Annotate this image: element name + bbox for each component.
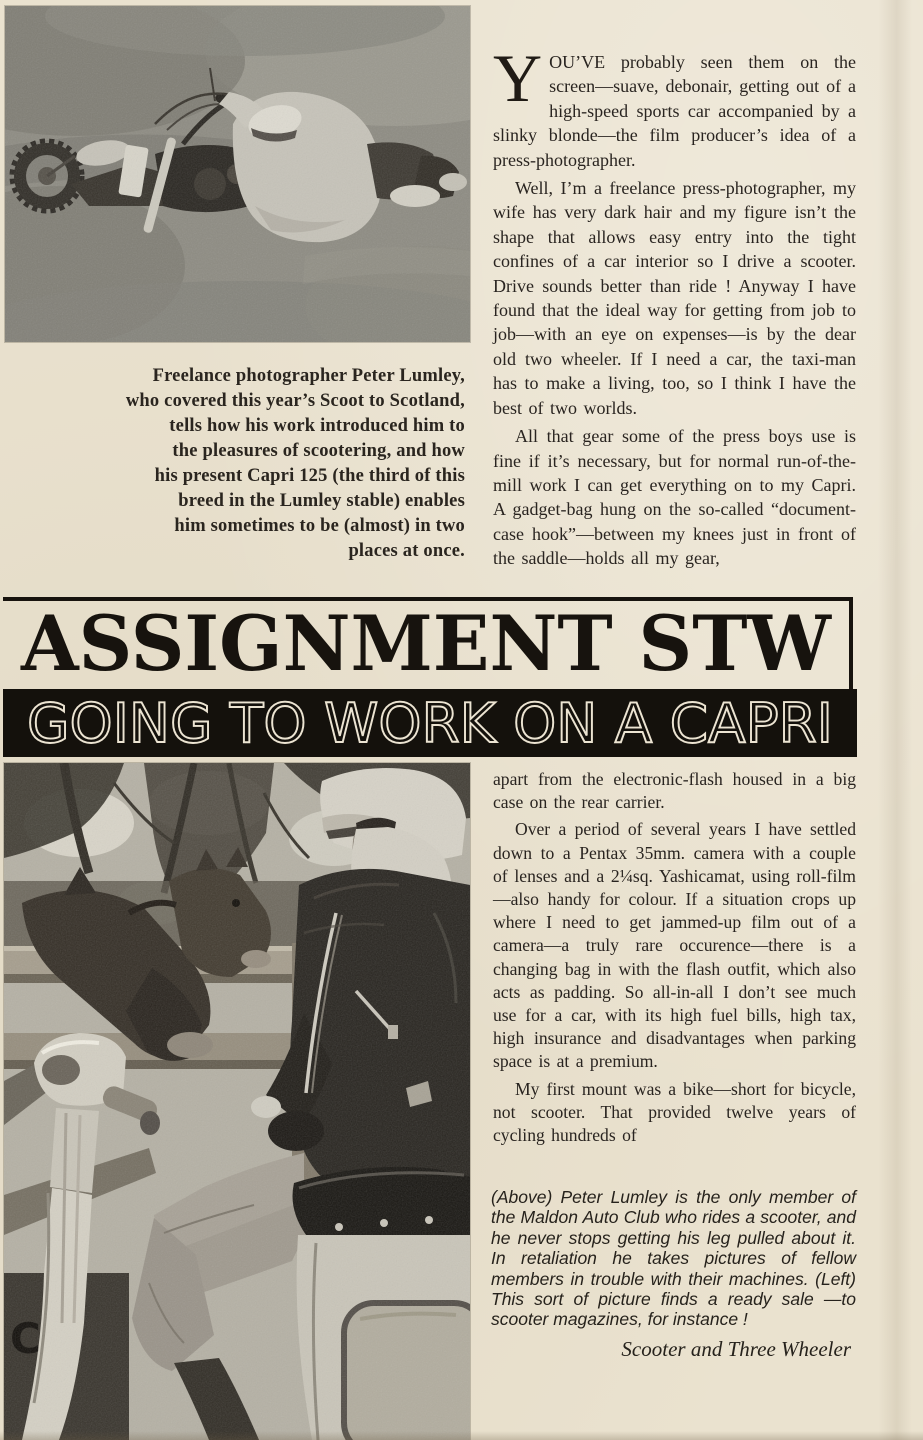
scooter-ponies-illustration xyxy=(4,763,470,1440)
headline-text: ASSIGNMENT STW xyxy=(20,604,833,684)
photo-scooter-and-ponies xyxy=(4,763,470,1440)
paragraph: Well, I’m a freelance press-photographer, my wife has very dark hair and my figure isn’t the shape that allows easy entry into the tight confines of a car interior so I drive a scooter. Drive sounds better than ride ! Anyway I have found that the ideal way for getting from job to job—with an eye on expenses—is by the dear old two wheeler. If I need a car, the taxi-man has to make a living, too, so I think I have the best of two worlds. xyxy=(493,178,856,418)
paragraph xyxy=(493,40,856,172)
caption-line: places at once. xyxy=(348,541,465,561)
intro-caption xyxy=(55,364,465,564)
headline xyxy=(3,604,849,684)
paragraph-text: OU’VE probably seen them on the screen—suave, debonair, getting out of a high-speed sports car accompanied by a slinky blonde—the film producer’s idea of a press-photographer. xyxy=(493,52,856,170)
headline-top-rule xyxy=(3,597,849,601)
photo-grain xyxy=(5,6,470,342)
photo-fallen-rider xyxy=(5,6,470,342)
fallen-rider-illustration xyxy=(5,6,470,342)
caption-line: tells how his work introduced him to xyxy=(169,416,465,436)
subheadline-bar xyxy=(3,689,857,757)
drop-cap: Y xyxy=(493,40,543,116)
caption-line: breed in the Lumley stable) enables xyxy=(178,491,465,511)
photo-caption: (Above) Peter Lumley is the only member of the Maldon Auto Club who rides a scooter, and he never stops getting his leg pulled about it. In retaliation he takes pictures of fellow members in trouble with their machines. (Left) This sort of picture finds a ready sale —to scooter magazines, for instance ! xyxy=(491,1187,856,1330)
caption-line: his present Capri 125 (the third of this xyxy=(154,466,465,486)
page-crease xyxy=(878,0,912,1440)
paragraph: Over a period of several years I have settled down to a Pentax 35mm. camera with a couple of lenses and a 2¼sq. Yashicamat, using roll-film—also handy for colour. If a situation crops up where I need to get jammed-up film out of a camera—a truly rare occurence—there is a changing bag in with the flash outfit, which also acts as padding. So all-in-all I don’t see much use for a car, with its high fuel bills, high tax, high insurance and disadvantages when parking space is at a premium. xyxy=(493,819,856,1072)
paragraph: apart from the electronic-flash housed in a big case on the rear carrier. xyxy=(493,769,856,813)
caption-line: him sometimes to be (almost) in two xyxy=(174,516,465,536)
caption-line: who covered this year’s Scoot to Scotland, xyxy=(125,391,465,411)
subheadline-text: GOING TO WORK ON A CAPRI xyxy=(27,692,834,755)
article-column-1 xyxy=(493,40,856,575)
caption-line: Freelance photographer Peter Lumley, xyxy=(152,366,465,386)
legshield-letter: C xyxy=(10,1314,41,1363)
paragraph: My first mount was a bike—short for bicycle, not scooter. That provided twelve years of cycling hundreds of xyxy=(493,1078,856,1146)
photo-grain xyxy=(4,763,470,1440)
paragraph: All that gear some of the press boys use is fine if it’s necessary, but for normal run-of-the-mill work I can get everything on to my Capri. A gadget-bag hung on the so-called “document-case hook”—between my knees just in front of the saddle—holds all my gear, xyxy=(493,426,856,569)
publication-name: Scooter and Three Wheeler xyxy=(621,1337,851,1361)
article-column-2 xyxy=(493,768,856,1151)
caption-line: the pleasures of scootering, and how xyxy=(172,441,465,461)
